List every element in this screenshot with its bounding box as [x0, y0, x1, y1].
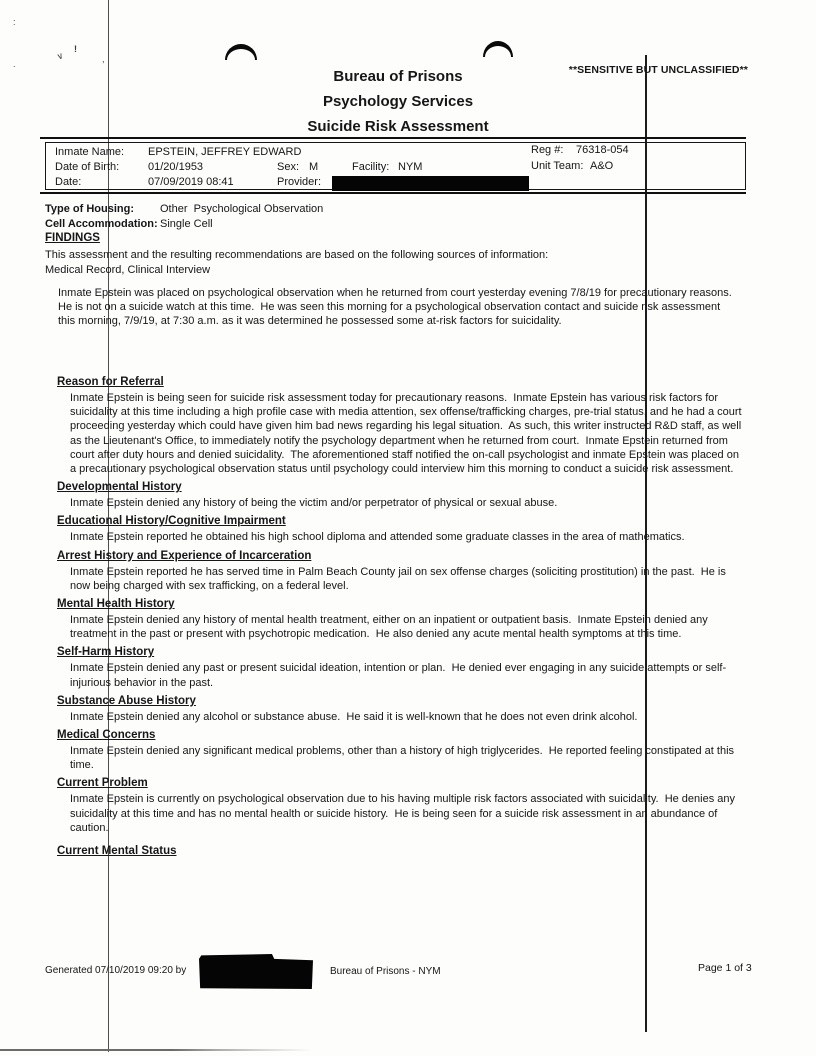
ink-speck: : [13, 17, 16, 27]
section-reason-for-referral [57, 376, 746, 476]
reg-number-value: 76318-054 [576, 144, 629, 156]
footer-page-number: Page 1 of 3 [698, 962, 752, 974]
department-title: Psychology Services [322, 93, 474, 110]
section-heading: Developmental History [57, 481, 182, 494]
section-body: Inmate Epstein denied any history of mental health treatment, either on an inpatient or outpatient basis. Inmate Epstein denied any treatment in the past or present with psychotropic medication. He also denied any acute mental health symptoms at this time. [70, 614, 711, 641]
cell-accommodation-value: Single Cell [160, 218, 213, 230]
inmate-name-label: Inmate Name: [55, 146, 125, 158]
sex-label: Sex: [277, 161, 300, 173]
section-heading: Self-Harm History [57, 646, 155, 659]
reg-number-label: Reg #: [531, 144, 564, 156]
document-title: Suicide Risk Assessment [307, 118, 489, 135]
section-heading: Mental Health History [57, 598, 175, 611]
classification-banner: **SENSITIVE BUT UNCLASSIFIED** [568, 64, 748, 76]
section-body: Inmate Epstein denied any past or present suicidal ideation, intention or plan. He denied ever engaging in any suicide attempts or self-injurious behavior in the past. [70, 662, 727, 689]
scan-edge-line-bottom [0, 1049, 312, 1051]
section-body: Inmate Epstein denied any alcohol or substance abuse. He said it is well-known that he does not even drink alcohol. [70, 710, 638, 723]
dob-value: 01/20/1953 [148, 161, 204, 173]
unit-team-label: Unit Team: [531, 160, 584, 172]
section-body: Inmate Epstein is being seen for suicide risk assessment today for precautionary reasons. Inmate Epstein has various risk factors for suicidality at this time including a high profile case with media attention, sex offense/trafficking charges, pre-trial status, and he had a court proceeding yesterday which could have given him bad news regarding his legal situation. As such, this writer instructed R&D staff, as well as the Lieutenant's Office, to immediately notify the psychology department when he returned from court. Inmate Epstein returned from court after duty hours and denied suicidality. The aforementioned staff notified the on-call psychologist and inmate Epstein was placed on a precautionary psychological observation status until psychology could interview him this morning to conduct a suicide risk assessment. [70, 392, 745, 476]
section-current-problem [57, 777, 746, 835]
section-developmental-history [57, 481, 746, 510]
section-body: Inmate Epstein denied any history of being the victim and/or perpetrator of physical or sexual abuse. [70, 497, 558, 510]
horizontal-rule-top [40, 137, 746, 139]
binder-hole-mark-left [225, 44, 257, 60]
opening-paragraph: Inmate Epstein was placed on psychological observation when he returned from court yesterday evening 7/8/19 for precautionary reasons. He is not on a suicide watch at this time. He was seen this morning for a psychological observation contact and suicide risk assessment this morning, 7/9/19, at 7:30 a.m. as it was determined he possessed some at-risk factors for suicidality. [58, 287, 738, 328]
narrative-sections [57, 371, 746, 860]
document-title-block [287, 64, 509, 139]
sex-value: M [309, 161, 319, 173]
section-body: Inmate Epstein denied any significant medical problems, other than a history of high triglycerides. He reported feeling constipated at this time. [70, 745, 738, 772]
section-heading: Reason for Referral [57, 376, 164, 388]
section-arrest-history [57, 550, 746, 593]
section-heading: Medical Concerns [57, 729, 156, 742]
section-heading: Current Mental Status [57, 845, 177, 858]
footer-redaction-box [199, 954, 313, 989]
horizontal-rule-bottom [40, 192, 746, 194]
date-label: Date: [55, 176, 82, 188]
housing-block [45, 202, 745, 232]
housing-type-label: Type of Housing: [45, 203, 135, 215]
section-body: Inmate Epstein reported he obtained his high school diploma and attended some graduate classes in the area of mathematics. [70, 531, 685, 544]
date-value: 07/09/2019 08:41 [148, 176, 234, 188]
section-self-harm-history [57, 646, 746, 689]
provider-redaction-box [332, 176, 529, 191]
footer-generated-text: Generated 07/10/2019 09:20 by [45, 965, 187, 976]
findings-sources: Medical Record, Clinical Interview [45, 264, 211, 276]
findings-intro: This assessment and the resulting recommendations are based on the following sources of information: [45, 249, 549, 261]
section-body: Inmate Epstein reported he has served time in Palm Beach County jail on sex offense charges (soliciting prostitution) in the past. He is now being charged with sex trafficking, on a federal level. [70, 565, 729, 592]
section-current-mental-status [57, 845, 746, 857]
ink-speck: ∨ [55, 50, 65, 62]
section-substance-abuse-history [57, 695, 746, 724]
findings-heading: FINDINGS [45, 232, 100, 244]
ink-speck: . [13, 59, 16, 69]
agency-title: Bureau of Prisons [333, 68, 463, 85]
section-educational-history [57, 515, 746, 544]
provider-label: Provider: [277, 176, 322, 188]
ink-speck: ! [74, 44, 77, 54]
housing-type-value: Other Psychological Observation [160, 203, 324, 215]
section-medical-concerns [57, 729, 746, 772]
footer-center-text: Bureau of Prisons - NYM [330, 966, 441, 977]
section-body: Inmate Epstein is currently on psychological observation due to his having multiple risk factors associated with suicidality. He denies any suicidality at this time and has no mental health or suicide history. He is being seen for a suicide risk assessment in an abundance of caution. [70, 793, 739, 834]
housing-type-row [45, 202, 745, 217]
cell-accommodation-label: Cell Accommodation: [45, 218, 158, 230]
section-mental-health-history [57, 598, 746, 641]
binder-hole-mark-right [483, 41, 513, 57]
ink-speck: , [102, 54, 105, 64]
facility-value: NYM [398, 161, 423, 173]
cell-accommodation-row [45, 217, 745, 232]
dob-label: Date of Birth: [55, 161, 120, 173]
section-heading: Substance Abuse History [57, 694, 196, 707]
unit-team-value: A&O [590, 160, 614, 172]
inmate-name-value: EPSTEIN, JEFFREY EDWARD [148, 146, 302, 158]
facility-label: Facility: [352, 161, 390, 173]
section-heading: Arrest History and Experience of Incarceration [57, 549, 312, 562]
section-heading: Current Problem [57, 777, 148, 790]
section-heading: Educational History/Cognitive Impairment [57, 515, 286, 528]
